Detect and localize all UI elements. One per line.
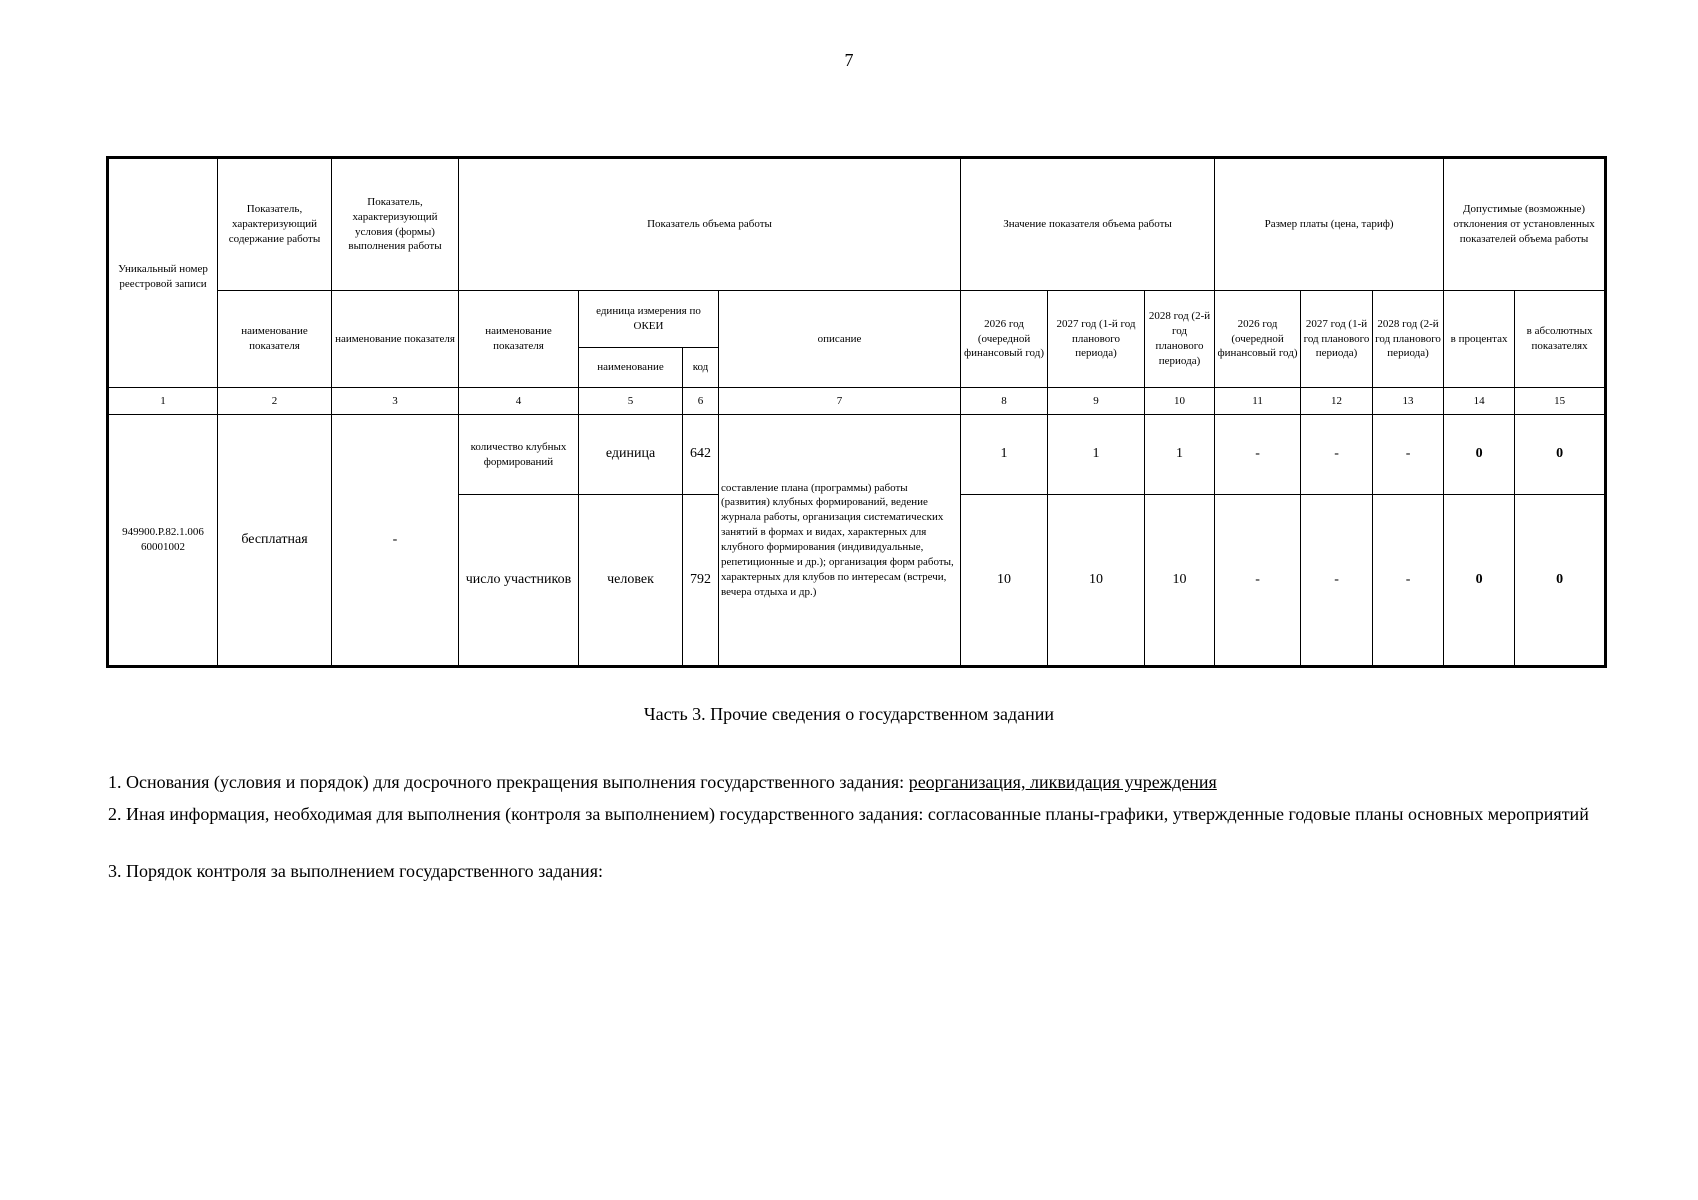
- value-2026: 10: [961, 495, 1048, 667]
- header-value-2026: 2026 год (очередной финансовый год): [961, 291, 1048, 388]
- header-fee-2027: 2027 год (1-й год планового периода): [1301, 291, 1373, 388]
- column-number: 11: [1215, 388, 1301, 415]
- part-3-item-1: [108, 770, 1608, 795]
- fee-2026: -: [1215, 415, 1301, 495]
- record-conditions: -: [332, 415, 459, 667]
- fee-2027: -: [1301, 415, 1373, 495]
- header-unit-name: наименование: [579, 348, 683, 388]
- header-content-name: наименование показателя: [218, 291, 332, 388]
- header-fee-2026: 2026 год (очередной финансовый год): [1215, 291, 1301, 388]
- column-number: 7: [719, 388, 961, 415]
- header-value-2027: 2027 год (1-й год планового периода): [1048, 291, 1145, 388]
- part-3-item-2: 2. Иная информация, необходимая для выполнения (контроля за выполнением) государственного задания: согласованные планы-графики, утвержденные годовые планы основных мероприятий: [108, 804, 1589, 824]
- indicator-name: число участников: [459, 495, 579, 667]
- table-row: [108, 415, 1606, 495]
- column-number: 10: [1145, 388, 1215, 415]
- header-deviations: Допустимые (возможные) отклонения от установленных показателей объема работы: [1444, 158, 1606, 291]
- page-number: 7: [844, 50, 854, 70]
- header-deviation-absolute: в абсолютных показателях: [1515, 291, 1606, 388]
- column-number: 5: [579, 388, 683, 415]
- part-3-title: Часть 3. Прочие сведения о государственном задании: [643, 704, 1055, 724]
- volume-indicators-table: [106, 156, 1607, 668]
- unit-code: 642: [683, 415, 719, 495]
- header-description: описание: [719, 291, 961, 388]
- column-number: 13: [1373, 388, 1444, 415]
- header-indicator-conditions: Показатель, характеризующий условия (формы) выполнения работы: [332, 158, 459, 291]
- part-3-item-3: 3. Порядок контроля за выполнением государственного задания:: [108, 861, 603, 881]
- column-number: 14: [1444, 388, 1515, 415]
- header-conditions-name: наименование показателя: [332, 291, 459, 388]
- column-number: 8: [961, 388, 1048, 415]
- unit-name: человек: [579, 495, 683, 667]
- value-2028: 10: [1145, 495, 1215, 667]
- fee-2027: -: [1301, 495, 1373, 667]
- column-number: 2: [218, 388, 332, 415]
- column-number: 6: [683, 388, 719, 415]
- column-number: 4: [459, 388, 579, 415]
- header-volume-value: Значение показателя объема работы: [961, 158, 1215, 291]
- record-description: составление плана (программы) работы (развития) клубных формирований, ведение журнала работы, организация систематических занятий в формах и видах, характерных для клубного формирования (индивидуальные, репетиционные и др.); организация форм работы, характерных для клубов по интересам (встречи, вечера отдыха и др.): [719, 415, 961, 667]
- indicator-name: количество клубных формирований: [459, 415, 579, 495]
- column-numbers-row: [108, 388, 1606, 415]
- header-fee-2028: 2028 год (2-й год планового периода): [1373, 291, 1444, 388]
- record-number: 949900.Р.82.1.006 60001002: [108, 415, 218, 667]
- header-volume-name: наименование показателя: [459, 291, 579, 388]
- deviation-absolute: 0: [1515, 495, 1606, 667]
- value-2027: 10: [1048, 495, 1145, 667]
- fee-2026: -: [1215, 495, 1301, 667]
- record-content: бесплатная: [218, 415, 332, 667]
- header-unique-number: Уникальный номер реестровой записи: [108, 158, 218, 388]
- fee-2028: -: [1373, 495, 1444, 667]
- column-number: 1: [108, 388, 218, 415]
- fee-2028: -: [1373, 415, 1444, 495]
- item-1-text: 1. Основания (условия и порядок) для досрочного прекращения выполнения государственного задания:: [108, 772, 909, 792]
- header-volume-indicator: Показатель объема работы: [459, 158, 961, 291]
- item-1-value: реорганизация, ликвидация учреждения: [908, 772, 1217, 792]
- value-2028: 1: [1145, 415, 1215, 495]
- deviation-percent: 0: [1444, 495, 1515, 667]
- column-number: 15: [1515, 388, 1606, 415]
- deviation-absolute: 0: [1515, 415, 1606, 495]
- header-unit-okei: единица измерения по ОКЕИ: [579, 291, 719, 348]
- column-number: 9: [1048, 388, 1145, 415]
- header-unit-code: код: [683, 348, 719, 388]
- header-deviation-percent: в процентах: [1444, 291, 1515, 388]
- unit-name: единица: [579, 415, 683, 495]
- deviation-percent: 0: [1444, 415, 1515, 495]
- header-value-2028: 2028 год (2-й год планового периода): [1145, 291, 1215, 388]
- header-indicator-content: Показатель, характеризующий содержание работы: [218, 158, 332, 291]
- value-2027: 1: [1048, 415, 1145, 495]
- column-number: 12: [1301, 388, 1373, 415]
- header-fee: Размер платы (цена, тариф): [1215, 158, 1444, 291]
- unit-code: 792: [683, 495, 719, 667]
- column-number: 3: [332, 388, 459, 415]
- value-2026: 1: [961, 415, 1048, 495]
